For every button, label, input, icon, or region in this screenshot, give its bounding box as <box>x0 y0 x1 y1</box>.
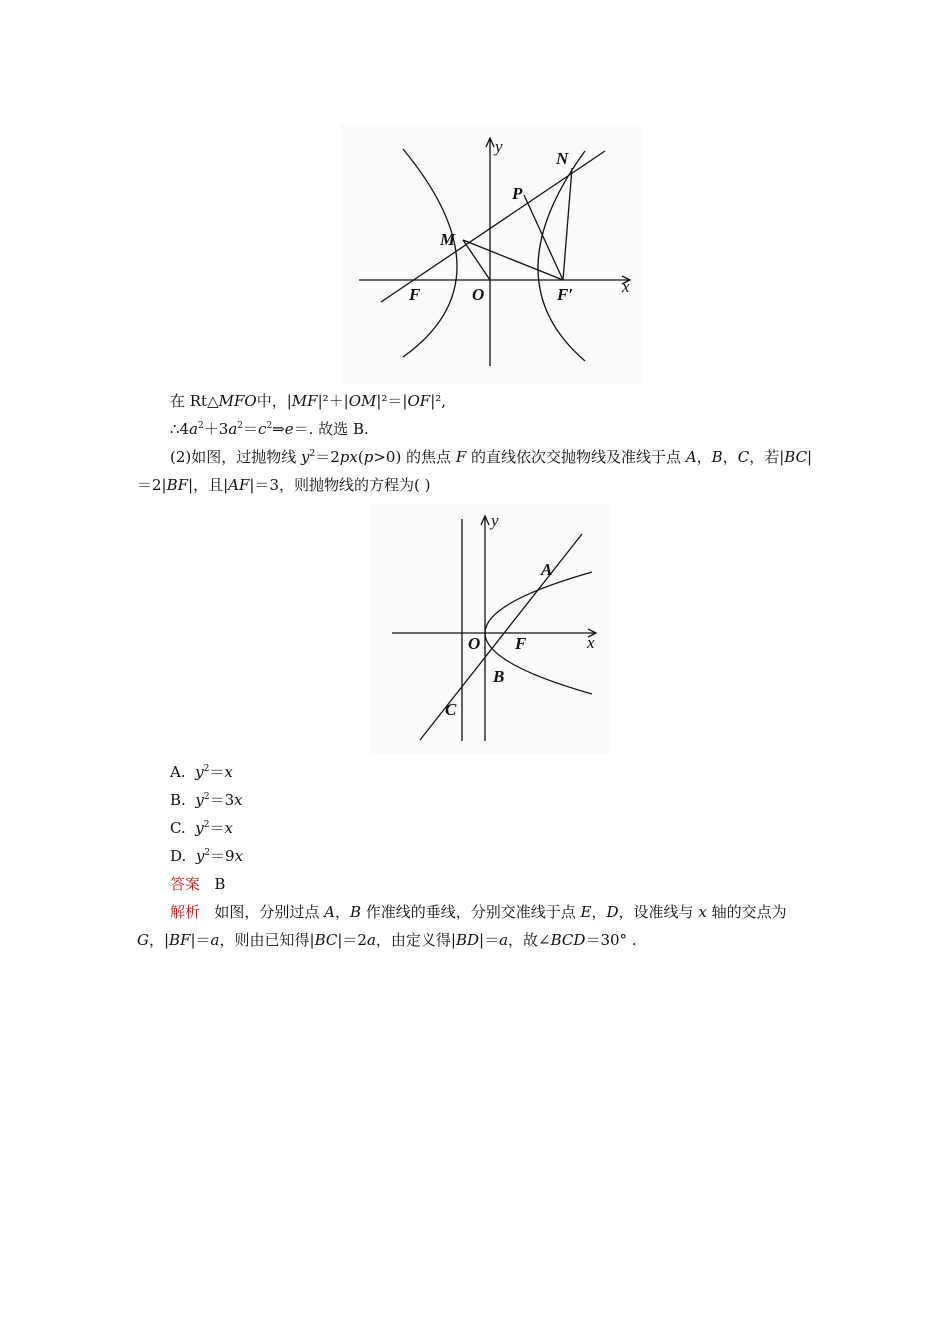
label-O: O <box>468 634 481 653</box>
option-d: D. $y^2=9x$ <box>170 847 244 865</box>
option-c: C. $y^2=x$ <box>170 819 233 837</box>
analysis-line-2: G，|BF|＝a，则由已知得|BC|＝2a，由定义得|BD|＝a，故∠BCD＝30° . <box>137 931 637 949</box>
label-P: P <box>512 184 523 203</box>
option-a: A. $y^2=x$ <box>170 763 233 781</box>
parabola-figure <box>370 504 610 754</box>
analysis-line-1: 解析 如图，分别过点 A，B 作准线的垂线，分别交准线于点 E，D，设准线与 x 轴的交点为 <box>170 903 787 921</box>
label-y: y <box>495 137 503 156</box>
parabola-diagram <box>370 504 610 754</box>
hyperbola-diagram <box>341 124 641 384</box>
label-A: A <box>541 560 553 579</box>
text-line-2: $\therefore 4a^2+3a^2=c^2\Rightarrow e=$. 故选 B. <box>170 420 369 438</box>
hyperbola-right-branch <box>538 151 585 361</box>
answer-value: B <box>214 875 226 893</box>
label-x: x <box>622 277 630 296</box>
label-C: C <box>445 700 457 719</box>
label-F: F <box>409 285 421 304</box>
label-y: y <box>491 511 499 530</box>
hyperbola-figure <box>341 124 641 384</box>
question-2-line-2: ＝2|BF|，且|AF|＝3，则抛物线的方程为( ) <box>137 476 431 494</box>
hyperbola-left-branch <box>403 149 457 357</box>
label-M: M <box>440 230 456 249</box>
label-x: x <box>587 633 595 652</box>
analysis-label: 解析 <box>170 903 201 921</box>
label-F-prime: F′ <box>557 285 574 304</box>
answer-label: 答案 <box>170 875 201 893</box>
label-O: O <box>472 285 485 304</box>
label-F: F <box>515 634 527 653</box>
segment-NFprime <box>563 168 572 280</box>
option-b: B. $y^2=3x$ <box>170 791 243 809</box>
text-line-1: 在 Rt△MFO中，|MF|²＋|OM|²＝|OF|², <box>170 392 447 410</box>
answer-line <box>170 874 225 894</box>
label-B: B <box>493 667 505 686</box>
question-2-line-1: (2)如图，过抛物线 $y^2=2px(p>0)$ 的焦点 F 的直线依次交抛物线及准线于点 A，B，C，若|BC| <box>170 448 813 466</box>
label-N: N <box>556 149 569 168</box>
